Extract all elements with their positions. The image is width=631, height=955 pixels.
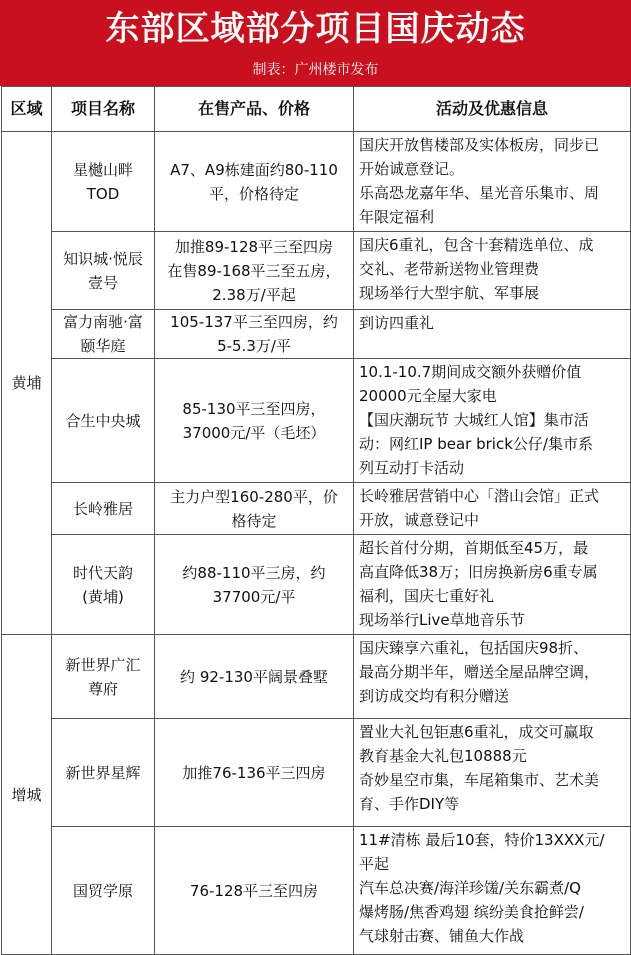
- table-row: [2, 310, 631, 359]
- cell-text-line: 新世界广汇: [65, 655, 141, 674]
- page-subtitle: 制表：广州楼市发布: [252, 62, 379, 78]
- cell-text-line: 超长首付分期，首期低至45万，最: [359, 539, 589, 557]
- product-price-cell: [155, 827, 354, 955]
- product-price-cell: [155, 310, 354, 359]
- cell-text-line: 37700元/平: [212, 587, 296, 606]
- project-name-cell: [52, 719, 155, 827]
- cell-text-line: 2.38万/平起: [212, 285, 296, 304]
- table-row: [2, 719, 631, 827]
- cell-text-line: 85-130平三至四房，: [182, 399, 326, 418]
- table-body: [2, 132, 631, 955]
- cell-text-line: 国贸学原: [72, 881, 133, 900]
- cell-text-line: 76-128平三至四房: [189, 881, 319, 900]
- cell-text-line: 长岭雅居: [72, 499, 133, 518]
- cell-text-line: 爆烤肠/焦香鸡翅 缤纷美食抢鲜尝/: [359, 903, 584, 921]
- cell-text-line: 尊府: [87, 679, 118, 698]
- cell-text-line: 主力户型160-280平，价: [170, 487, 338, 506]
- project-name-cell: [52, 535, 155, 635]
- cell-text-line: 气球射击赛、铺鱼大作战: [359, 927, 525, 945]
- cell-text-line: 高直降低38万；旧房换新房6重专属: [359, 563, 598, 581]
- cell-text-line: 最高分期半年，赠送全屋品牌空调，: [359, 663, 600, 681]
- promo-info-cell: [354, 310, 631, 359]
- table-row: [2, 132, 631, 232]
- cell-text-line: 加推76-136平三四房: [182, 763, 326, 782]
- project-name-cell: [52, 359, 155, 483]
- table-row: [2, 827, 631, 955]
- project-name-cell: [52, 132, 155, 232]
- promo-info-cell: [354, 635, 631, 719]
- cell-text-line: 格待定: [231, 511, 277, 530]
- cell-text-line: 年限定福利: [359, 208, 435, 226]
- project-name-cell: [52, 635, 155, 719]
- cell-text-line: 现场举行Live草地音乐节: [359, 611, 525, 629]
- cell-text-line: 到访四重礼: [359, 314, 435, 332]
- column-header-product: 在售产品、价格: [155, 87, 354, 132]
- column-header-region: 区域: [2, 87, 52, 132]
- product-price-cell: [155, 132, 354, 232]
- column-header-project: 项目名称: [52, 87, 155, 132]
- cell-text-line: 新世界星辉: [65, 763, 141, 782]
- region-cell: 增城: [2, 635, 52, 955]
- cell-text-line: 壹号: [87, 273, 118, 292]
- region-cell: 黄埔: [2, 132, 52, 635]
- project-name-cell: [52, 827, 155, 955]
- cell-text-line: 平起: [359, 855, 390, 873]
- product-price-cell: [155, 635, 354, 719]
- cell-text-line: 10.1-10.7期间成交额外获赠价值: [359, 363, 582, 381]
- projects-table: [1, 86, 631, 955]
- product-price-cell: [155, 483, 354, 535]
- table-row: [2, 359, 631, 483]
- cell-text-line: 时代天韵: [72, 563, 133, 582]
- cell-text-line: 奇妙星空市集，车尾箱集市、艺术美: [359, 771, 600, 789]
- cell-text-line: 汽车总决赛/海洋珍馐/关东霸煮/Q: [359, 879, 581, 897]
- cell-text-line: 37000元/平（毛坯）: [182, 423, 326, 442]
- cell-text-line: 开放，诚意登记中: [359, 511, 480, 529]
- column-header-promo: 活动及优惠信息: [354, 87, 631, 132]
- cell-text-line: 置业大礼包钜惠6重礼，成交可赢取: [359, 723, 594, 741]
- cell-text-line: 105-137平三至四房，约: [170, 313, 338, 331]
- cell-text-line: 国庆6重礼，包含十套精选单位、成: [359, 236, 594, 254]
- table-row: [2, 483, 631, 535]
- table-header-row: [2, 87, 631, 132]
- cell-text-line: 到访成交均有积分赠送: [359, 687, 510, 705]
- page-title: 东部区域部分项目国庆动态: [105, 9, 526, 49]
- cell-text-line: 11#清栋 最后10套，特价13XXX元/: [359, 831, 605, 849]
- promo-info-cell: [354, 232, 631, 310]
- cell-text-line: 动：网红IP bear brick公仔/集市系: [359, 435, 593, 453]
- cell-text-line: 福利，国庆七重好礼: [359, 587, 495, 605]
- cell-text-line: 约 92-130平阔景叠墅: [180, 667, 328, 686]
- cell-text-line: 育、手作DIY等: [359, 795, 460, 813]
- cell-text-line: 交礼、老带新送物业管理费: [359, 260, 540, 278]
- project-name-cell: [52, 232, 155, 310]
- cell-text-line: 教育基金大礼包10888元: [359, 747, 527, 765]
- cell-text-line: 富力南驰·富: [63, 313, 143, 331]
- cell-text-line: 知识城·悦辰: [63, 249, 143, 268]
- cell-text-line: 列互动打卡活动: [359, 459, 465, 477]
- cell-text-line: 国庆开放售楼部及实体板房，同步已: [359, 136, 600, 154]
- product-price-cell: [155, 232, 354, 310]
- header-banner: [0, 0, 631, 86]
- cell-text-line: 5-5.3万/平: [217, 337, 291, 355]
- cell-text-line: 加推89-128平三至四房: [174, 237, 334, 256]
- cell-text-line: 星樾山畔: [72, 160, 133, 179]
- project-name-cell: [52, 310, 155, 359]
- cell-text-line: 乐高恐龙嘉年华、星光音乐集市、周: [359, 184, 600, 202]
- cell-text-line: 平，价格待定: [208, 184, 299, 203]
- promo-info-cell: [354, 132, 631, 232]
- cell-text-line: 约88-110平三房，约: [182, 563, 326, 582]
- promo-info-cell: [354, 827, 631, 955]
- promo-info-cell: [354, 719, 631, 827]
- product-price-cell: [155, 535, 354, 635]
- promo-info-cell: [354, 535, 631, 635]
- cell-text-line: A7、A9栋建面约80-110: [170, 160, 338, 179]
- table-row: [2, 635, 631, 719]
- cell-text-line: 国庆臻享六重礼，包括国庆98折、: [359, 639, 589, 657]
- product-price-cell: [155, 359, 354, 483]
- table-row: [2, 232, 631, 310]
- cell-text-line: TOD: [86, 184, 120, 203]
- promo-info-cell: [354, 483, 631, 535]
- cell-text-line: 合生中央城: [65, 411, 141, 430]
- cell-text-line: 【国庆潮玩节 大城红人馆】集市活: [359, 411, 589, 429]
- project-name-cell: [52, 483, 155, 535]
- cell-text-line: (黄埔): [82, 587, 124, 606]
- cell-text-line: 20000元全屋大家电: [359, 387, 497, 405]
- cell-text-line: 长岭雅居营销中心「潜山会馆」正式: [359, 487, 600, 505]
- cell-text-line: 开始诚意登记。: [359, 160, 465, 178]
- promo-info-cell: [354, 359, 631, 483]
- cell-text-line: 在售89-168平三至五房，: [167, 261, 341, 280]
- cell-text-line: 现场举行大型宇航、军事展: [359, 284, 540, 302]
- table-row: [2, 535, 631, 635]
- product-price-cell: [155, 719, 354, 827]
- cell-text-line: 颐华庭: [80, 337, 126, 355]
